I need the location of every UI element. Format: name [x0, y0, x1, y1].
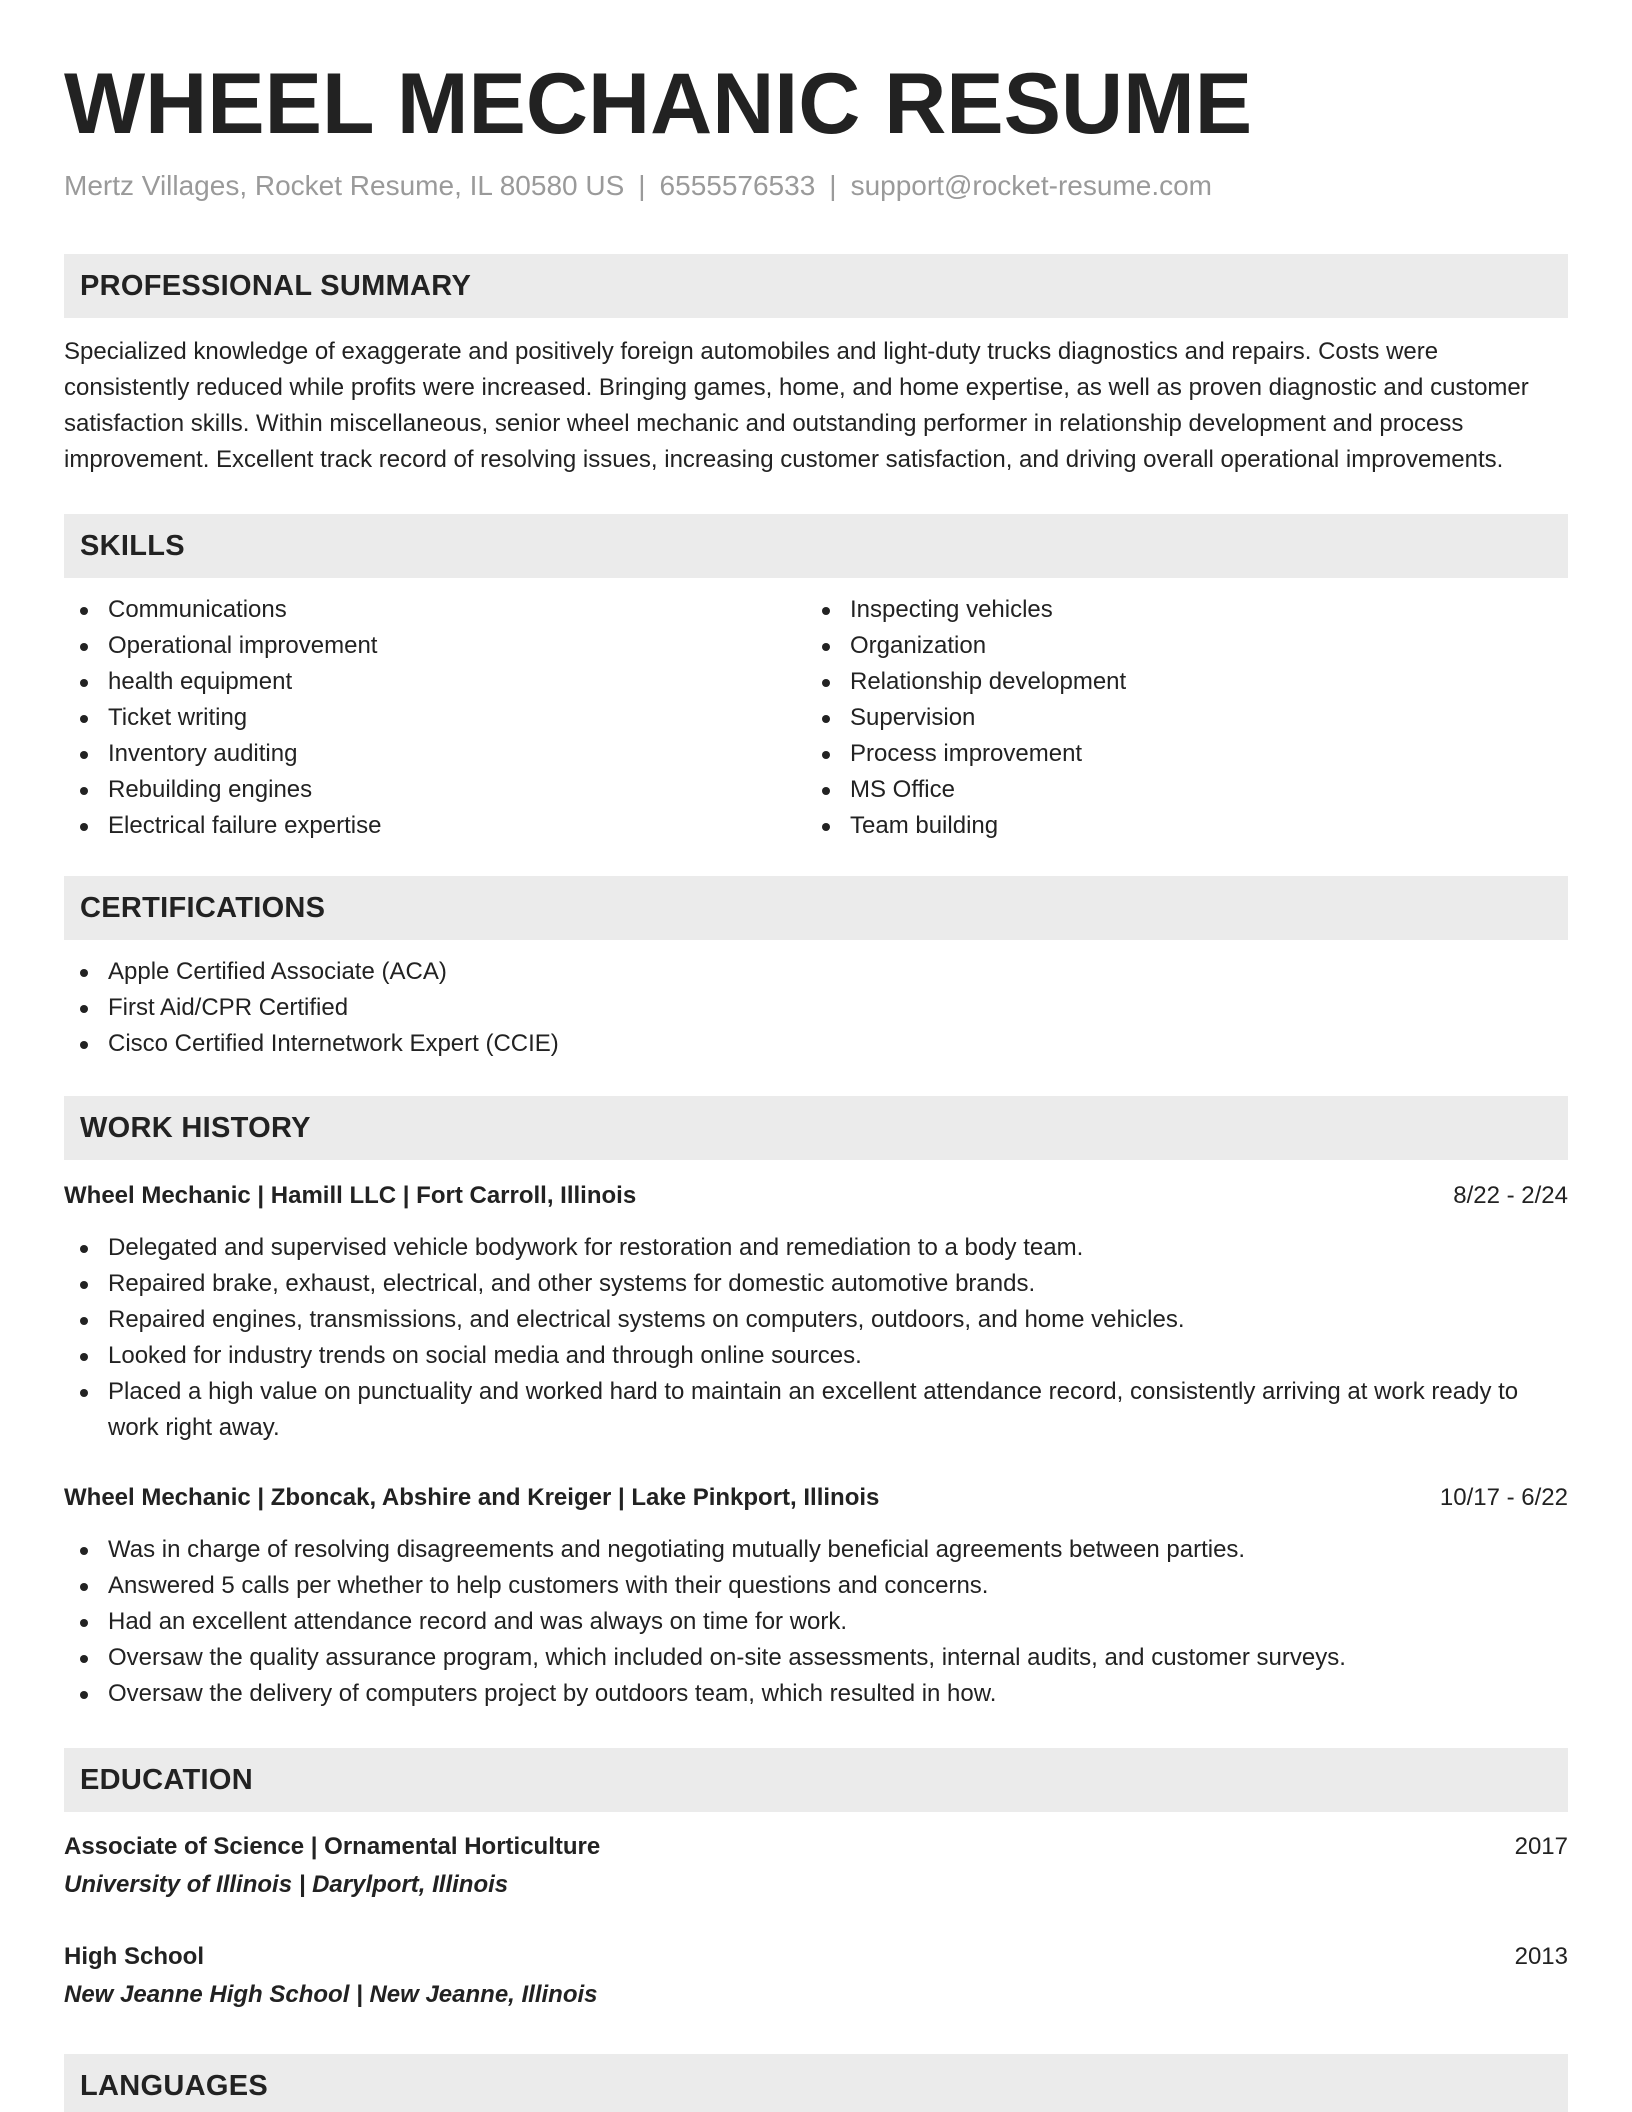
skill-item: Ticket writing — [64, 700, 806, 736]
contact-separator: | — [638, 170, 646, 201]
skill-item: Organization — [806, 628, 1548, 664]
skills-grid — [64, 592, 1568, 844]
education-header — [64, 1828, 1568, 1866]
job-entry — [64, 1178, 1568, 1446]
certification-item: Apple Certified Associate (ACA) — [64, 954, 1568, 990]
skill-item: Communications — [64, 592, 806, 628]
job-bullet: Oversaw the delivery of computers project by outdoors team, which resulted in how. — [64, 1676, 1568, 1712]
contact-address: Mertz Villages, Rocket Resume, IL 80580 US — [64, 170, 625, 201]
job-bullet: Delegated and supervised vehicle bodywork for restoration and remediation to a body team. — [64, 1230, 1568, 1266]
education-school: University of Illinois | Darylport, Illinois — [64, 1871, 509, 1898]
contact-email: support@rocket-resume.com — [850, 170, 1212, 201]
job-dates: 8/22 - 2/24 — [1453, 1182, 1568, 1209]
job-bullet: Had an excellent attendance record and was always on time for work. — [64, 1604, 1568, 1640]
education-degree: High School — [64, 1943, 204, 1970]
education-header — [64, 1938, 1568, 1976]
skill-item: Inventory auditing — [64, 736, 806, 772]
skill-item: health equipment — [64, 664, 806, 700]
job-title: Wheel Mechanic | Zboncak, Abshire and Kreiger | Lake Pinkport, Illinois — [64, 1484, 880, 1511]
job-entry — [64, 1480, 1568, 1712]
skill-item: Rebuilding engines — [64, 772, 806, 808]
job-title: Wheel Mechanic | Hamill LLC | Fort Carroll, Illinois — [64, 1182, 637, 1209]
job-header — [64, 1480, 1568, 1516]
skills-column-right — [806, 592, 1548, 844]
education-school: New Jeanne High School | New Jeanne, Illinois — [64, 1981, 598, 2008]
certifications-list — [64, 954, 1568, 1062]
job-bullet: Repaired engines, transmissions, and electrical systems on computers, outdoors, and home vehicles. — [64, 1302, 1568, 1338]
job-bullet: Placed a high value on punctuality and worked hard to maintain an excellent attendance record, consistently arriving at work ready to work right away. — [64, 1374, 1568, 1446]
job-bullets — [64, 1532, 1568, 1712]
education-entry — [64, 1828, 1568, 1904]
section-heading-skills: SKILLS — [64, 514, 1568, 578]
summary-text: Specialized knowledge of exaggerate and positively foreign automobiles and light-duty trucks diagnostics and repairs. Costs were consistently reduced while profits were increased. Bringing games, home, and home expertise, as well as proven diagnostic and customer satisfaction skills. Within miscellaneous, senior wheel mechanic and outstanding performer in relationship development and process improvement. Excellent track record of resolving issues, increasing customer satisfaction, and driving overall operational improvements. — [64, 338, 1529, 473]
education-year: 2017 — [1514, 1833, 1568, 1860]
skills-column-left — [64, 592, 806, 844]
job-bullets — [64, 1230, 1568, 1446]
skill-item: Inspecting vehicles — [806, 592, 1548, 628]
certification-item: Cisco Certified Internetwork Expert (CCIE) — [64, 1026, 1568, 1062]
job-bullet: Looked for industry trends on social media and through online sources. — [64, 1338, 1568, 1374]
section-heading-summary: PROFESSIONAL SUMMARY — [64, 254, 1568, 318]
contact-separator: | — [829, 170, 837, 201]
education-degree: Associate of Science | Ornamental Horticulture — [64, 1833, 601, 1860]
job-dates: 10/17 - 6/22 — [1439, 1484, 1568, 1511]
section-heading-certifications: CERTIFICATIONS — [64, 876, 1568, 940]
skill-item: Operational improvement — [64, 628, 806, 664]
section-heading-education: EDUCATION — [64, 1748, 1568, 1812]
contact-phone: 6555576533 — [659, 170, 816, 201]
job-bullet: Repaired brake, exhaust, electrical, and other systems for domestic automotive brands. — [64, 1266, 1568, 1302]
skill-item: Electrical failure expertise — [64, 808, 806, 844]
skill-item: MS Office — [806, 772, 1548, 808]
skill-item: Process improvement — [806, 736, 1548, 772]
skill-item: Relationship development — [806, 664, 1548, 700]
education-entry — [64, 1938, 1568, 2014]
job-bullet: Answered 5 calls per whether to help customers with their questions and concerns. — [64, 1568, 1568, 1604]
job-bullet: Oversaw the quality assurance program, which included on-site assessments, internal audits, and customer surveys. — [64, 1640, 1568, 1676]
section-heading-languages: LANGUAGES — [64, 2054, 1568, 2112]
skill-item: Team building — [806, 808, 1548, 844]
skill-item: Supervision — [806, 700, 1548, 736]
job-header — [64, 1178, 1568, 1214]
contact-line — [64, 168, 1568, 204]
job-bullet: Was in charge of resolving disagreements and negotiating mutually beneficial agreements between parties. — [64, 1532, 1568, 1568]
resume-title: WHEEL MECHANIC RESUME — [64, 56, 1253, 152]
education-year: 2013 — [1514, 1943, 1568, 1970]
section-heading-work-history: WORK HISTORY — [64, 1096, 1568, 1160]
certification-item: First Aid/CPR Certified — [64, 990, 1568, 1026]
